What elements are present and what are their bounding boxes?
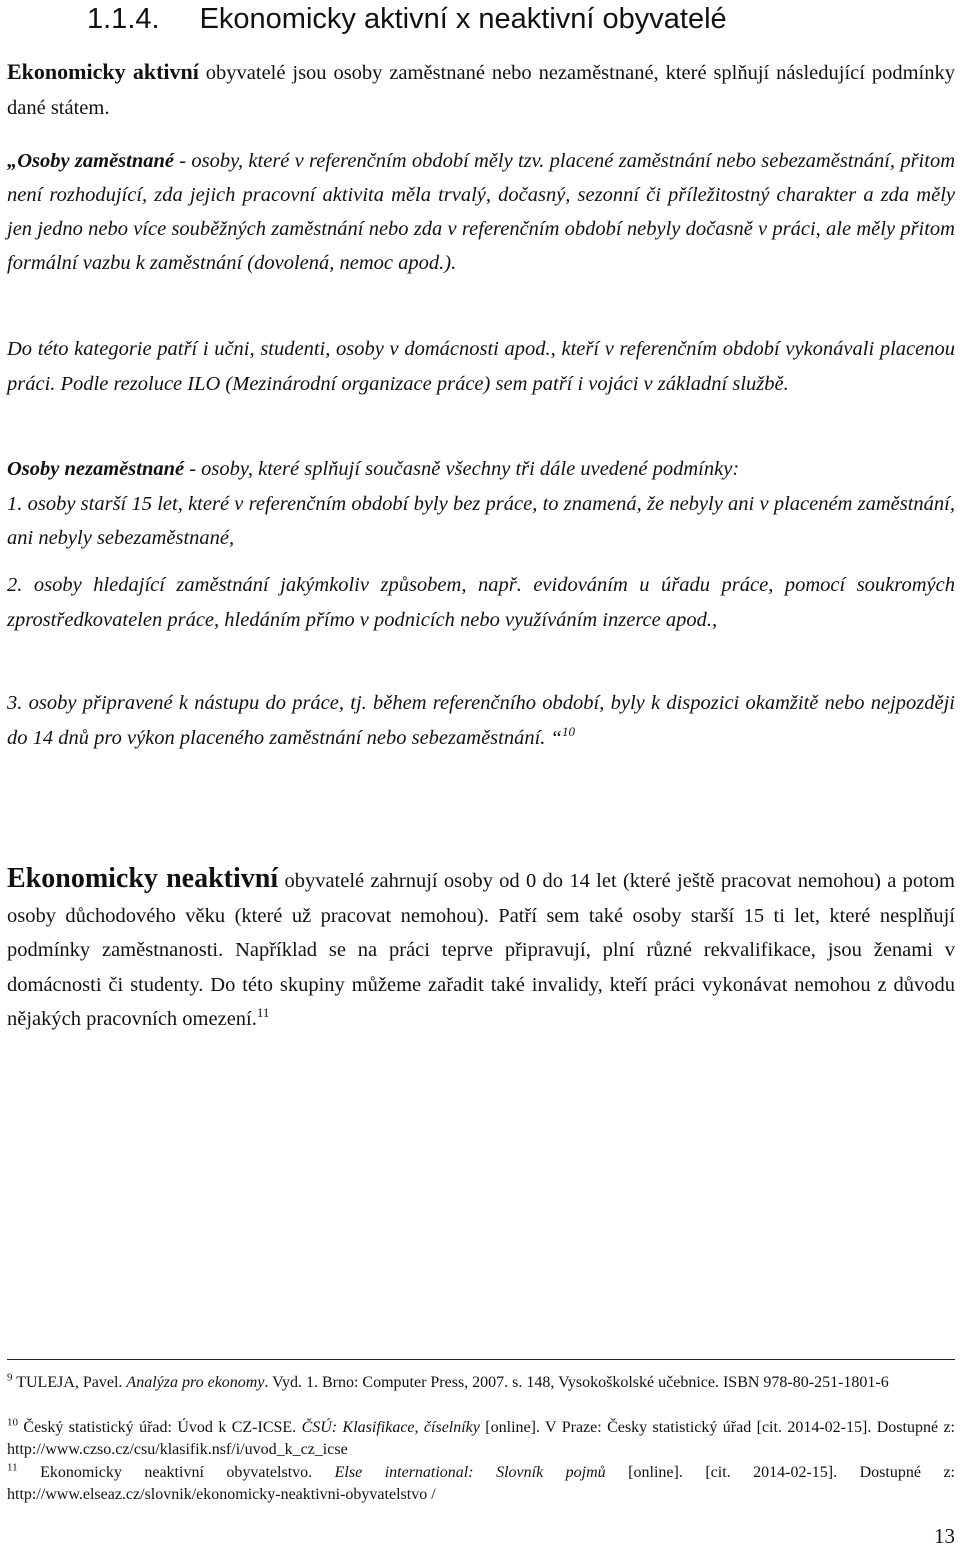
paragraph-text: obyvatelé jsou osoby zaměstnané nebo nezaměstnané, které splňují následující podmínky dané státem. (7, 62, 956, 119)
term-active: Ekonomicky aktivní (7, 59, 199, 84)
paragraph-category (7, 332, 955, 401)
paragraph-unemployed (7, 452, 955, 556)
paragraph-text: obyvatelé zahrnují osoby od 0 do 14 let (které ještě pracovat nemohou) a potom osoby důchodového věku (které už pracovat nemohou). Patří sem také osoby starší 15 ti let, které nesplňují podmínky zaměstnanosti. Například se na práci teprve připravují, plní různé rekvalifikace, jsou ženami v domácnosti či studenty. Do této skupiny můžeme zařadit také invalidy, kteří práci vykonávat nemohou z důvodu nějakých pracovních omezení. (7, 870, 955, 1030)
footnote-number: 10 (7, 1416, 18, 1429)
footnote-title: Else international: Slovník pojmů (334, 1464, 606, 1481)
paragraph-text: - osoby, které splňují současně všechny tři dále uvedené podmínky: (184, 458, 740, 480)
condition-2 (7, 568, 955, 637)
section-heading (87, 2, 727, 36)
footnote-10 (7, 1417, 955, 1461)
term-unemployed: Osoby nezaměstnané (7, 458, 185, 480)
footnote-text: Český statistický úřad: Úvod k CZ-ICSE. (18, 1419, 302, 1436)
paragraph-text: 2. osoby hledající zaměstnání jakýmkoliv způsobem, např. evidováním u úřadu práce, pomocí soukromých zprostředkovatelen práce, hledáním přímo v podnicích nebo využíváním inzerce apod., (7, 574, 955, 631)
footnote-number: 9 (7, 1371, 13, 1384)
footnote-text: [online]. V Praze: Česky statistický úřad [cit. 2014-02-15]. Dostupné z: http://www.czso.cz/csu/klasifik.nsf/i/uvod_k_cz_icse (7, 1419, 955, 1458)
footnote-ref-10[interactable]: 10 (561, 723, 575, 739)
footnote-number: 11 (7, 1461, 18, 1474)
footnote-title: ČSÚ: Klasifikace, číselníky (301, 1419, 480, 1436)
term-employed: „Osoby zaměstnané (7, 150, 174, 172)
footnote-divider (7, 1359, 955, 1360)
footnote-text: TULEJA, Pavel. (12, 1374, 127, 1391)
paragraph-text: 3. osoby připravené k nástupu do práce, tj. během referenčního období, byly k dispozici okamžitě nebo nejpozději do 14 dnů pro výkon placeného zaměstnání nebo sebezaměstnání. “ (7, 692, 955, 749)
section-title: Ekonomicky aktivní x neaktivní obyvatelé (199, 3, 727, 35)
footnote-ref-11[interactable]: 11 (256, 1005, 270, 1021)
footnote-11 (7, 1462, 955, 1506)
term-inactive: Ekonomicky neaktivní (7, 863, 279, 894)
paragraph-text: - osoby, které v referenčním období měly tzv. placené zaměstnání nebo sebezaměstnání, přitom není rozhodující, zda jejich pracovní aktivita měla trvalý, dočasný, sezonní či příležitostný charakter a zda měly jen jedno nebo více souběžných zaměstnání nebo zda v referenčním období nebyly dočasně v práci, ale měly přitom formální vazbu k zaměstnání (dovolená, nemoc apod.). (7, 150, 955, 274)
condition-1: 1. osoby starší 15 let, které v referenčním období byly bez práce, to znamená, že nebyly ani v placeném zaměstnání, ani nebyly sebezaměstnané, (7, 492, 955, 549)
footnote-title: Analýza pro ekonomy (126, 1374, 265, 1391)
page-number: 13 (934, 1524, 955, 1548)
condition-3 (7, 686, 955, 755)
paragraph-employed (7, 144, 955, 280)
footnote-text: . Vyd. 1. Brno: Computer Press, 2007. s. 148, Vysokoškolské učebnice. ISBN 978-80-251-1801-6 (264, 1374, 889, 1391)
document-page (7, 0, 955, 1550)
section-number: 1.1.4. (87, 3, 160, 35)
footnote-text: Ekonomicky neaktivní obyvatelstvo. (17, 1464, 335, 1481)
footnote-9 (7, 1372, 955, 1394)
paragraph-text: Do této kategorie patří i učni, studenti, osoby v domácnosti apod., kteří v referenčním období vykonávali placenou práci. Podle rezoluce ILO (Mezinárodní organizace práce) sem patří i vojáci v základní službě. (7, 338, 955, 395)
paragraph-active-definition (7, 55, 955, 125)
paragraph-inactive (7, 862, 955, 1037)
footnote-text: [online]. [cit. 2014-02-15]. Dostupné z: http://www.elseaz.cz/slovnik/ekonomicky-neaktivni-obyvatelstvo / (7, 1464, 955, 1503)
